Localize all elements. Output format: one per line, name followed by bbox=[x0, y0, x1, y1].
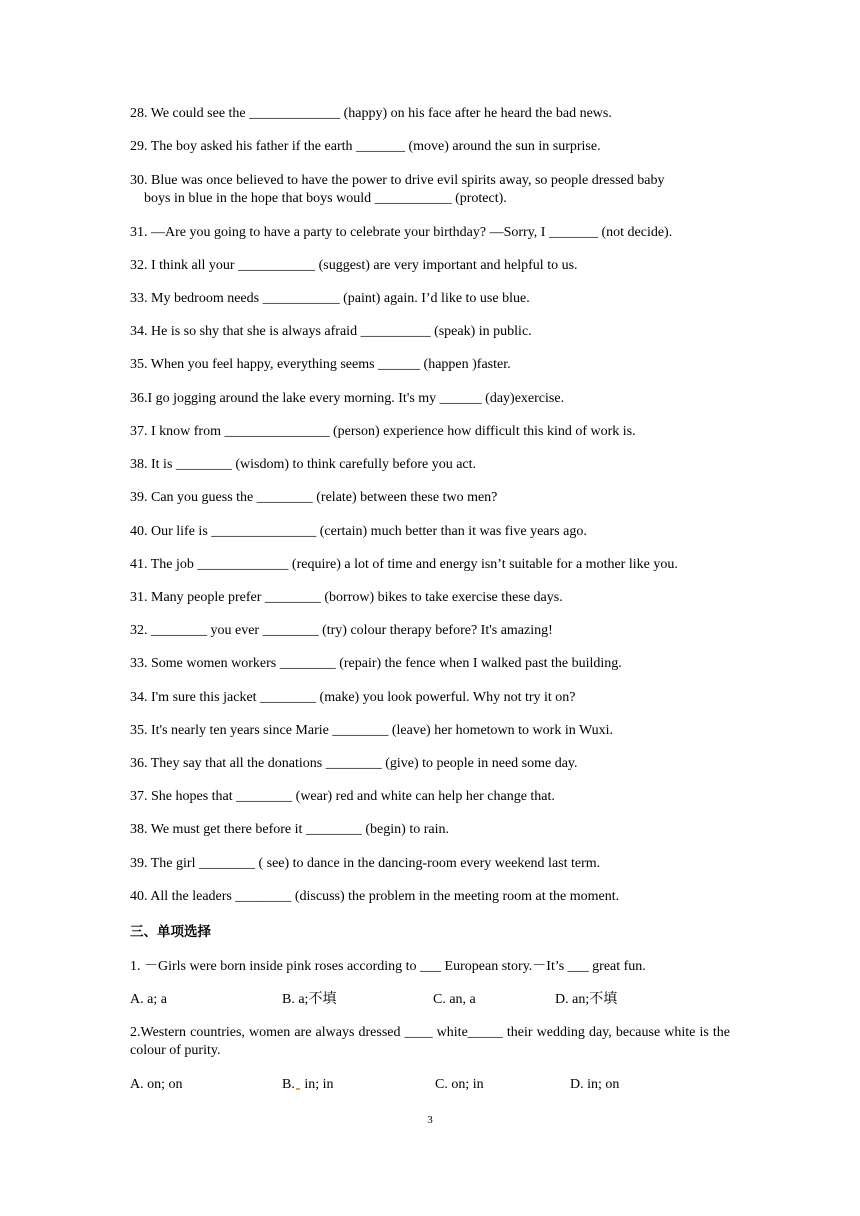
question-31: 31. —Are you going to have a party to celebrate your birthday? —Sorry, I _______ (not decide). bbox=[130, 225, 673, 240]
question-39b: 39. The girl ________ ( see) to dance in the dancing-room every weekend last term. bbox=[130, 856, 601, 871]
question-35: 35. When you feel happy, everything seems ______ (happen )faster. bbox=[130, 357, 511, 372]
mc-question-2-stem: 2.Western countries, women are always dressed ____ white_____ their wedding day, because white is the colour of purity. bbox=[130, 1025, 730, 1058]
question-36b: 36. They say that all the donations ________ (give) to people in need some day. bbox=[130, 756, 578, 771]
question-33: 33. My bedroom needs ___________ (paint) again. I’d like to use blue. bbox=[130, 291, 530, 306]
question-35b: 35. It's nearly ten years since Marie ________ (leave) her hometown to work in Wuxi. bbox=[130, 723, 614, 738]
question-36: 36.I go jogging around the lake every morning. It's my ______ (day)exercise. bbox=[130, 391, 565, 406]
option-a: A. a; a bbox=[130, 992, 167, 1007]
page-number: 3 bbox=[427, 1114, 433, 1126]
question-40b: 40. All the leaders ________ (discuss) the problem in the meeting room at the moment. bbox=[130, 889, 620, 904]
question-32b: 32. ________ you ever ________ (try) colour therapy before? It's amazing! bbox=[130, 623, 553, 638]
option-b: B. a;不填 bbox=[282, 992, 337, 1007]
option-b-text: in; in bbox=[304, 1077, 334, 1092]
option-c: C. on; in bbox=[435, 1077, 484, 1092]
option-b-label: B. bbox=[282, 1077, 295, 1092]
question-38b: 38. We must get there before it ________ (begin) to rain. bbox=[130, 822, 449, 837]
edit-mark bbox=[296, 1088, 300, 1090]
question-37b: 37. She hopes that ________ (wear) red and white can help her change that. bbox=[130, 789, 555, 804]
option-b bbox=[282, 1076, 334, 1094]
question-41: 41. The job _____________ (require) a lot of time and energy isn’t suitable for a mother like you. bbox=[130, 557, 678, 572]
option-a: A. on; on bbox=[130, 1077, 183, 1092]
question-39: 39. Can you guess the ________ (relate) between these two men? bbox=[130, 490, 498, 505]
question-34b: 34. I'm sure this jacket ________ (make) you look powerful. Why not try it on? bbox=[130, 690, 576, 705]
question-30-line2: boys in blue in the hope that boys would ___________ (protect). bbox=[144, 191, 507, 206]
question-38: 38. It is ________ (wisdom) to think carefully before you act. bbox=[130, 457, 477, 472]
option-d: D. an;不填 bbox=[555, 992, 618, 1007]
question-30-line1: 30. Blue was once believed to have the power to drive evil spirits away, so people dressed baby bbox=[130, 173, 665, 188]
question-32: 32. I think all your ___________ (suggest) are very important and helpful to us. bbox=[130, 258, 578, 273]
question-40: 40. Our life is _______________ (certain) much better than it was five years ago. bbox=[130, 524, 587, 539]
question-33b: 33. Some women workers ________ (repair) the fence when I walked past the building. bbox=[130, 656, 622, 671]
question-29: 29. The boy asked his father if the earth _______ (move) around the sun in surprise. bbox=[130, 139, 601, 154]
section-heading: 三、单项选择 bbox=[130, 924, 211, 940]
option-d: D. in; on bbox=[570, 1077, 620, 1092]
question-34: 34. He is so shy that she is always afraid __________ (speak) in public. bbox=[130, 324, 532, 339]
mc-question-1-stem: 1. －Girls were born inside pink roses according to ___ European story.－It’s ___ great fun. bbox=[130, 959, 646, 974]
question-31b: 31. Many people prefer ________ (borrow) bikes to take exercise these days. bbox=[130, 590, 563, 605]
question-37: 37. I know from _______________ (person) experience how difficult this kind of work is. bbox=[130, 424, 636, 439]
option-c: C. an, a bbox=[433, 992, 476, 1007]
question-28: 28. We could see the _____________ (happy) on his face after he heard the bad news. bbox=[130, 106, 612, 121]
